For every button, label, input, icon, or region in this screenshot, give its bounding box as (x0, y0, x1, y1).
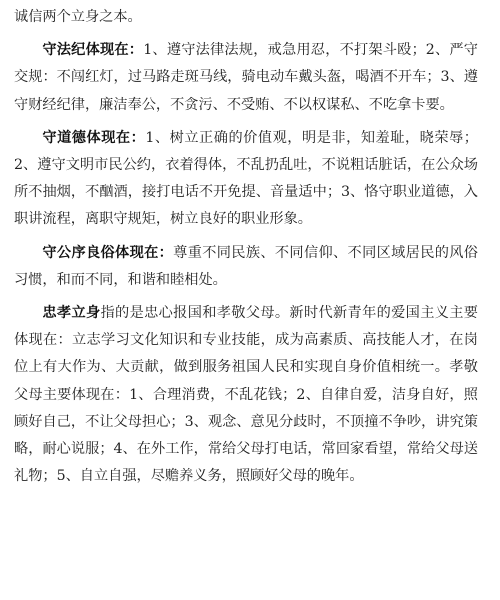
paragraph-text: 1、树立正确的价值观，明是非，知羞耻，晓荣辱；2、遵守文明市民公约，衣着得体，不乱扔乱吐，不说粗话脏话，在公众场所不抽烟，不酗酒，接打电话不开免提、音量适中；3、恪守职业道德，入职讲流程，离职守规矩，树立良好的职业形象。 (14, 129, 478, 228)
paragraph-heading: 守道德体现在： (42, 129, 146, 146)
paragraph-heading: 忠孝立身 (42, 305, 101, 322)
paragraph-law (14, 37, 478, 119)
paragraph-intro-tail (14, 4, 478, 31)
paragraph-text: 1、遵守法律法规，戒急用忍，不打架斗殴；2、严守交规：不闯红灯，过马路走斑马线，骑电动车戴头盔，喝酒不开车；3、遵守财经纪律，廉洁奉公，不贪污、不受贿、不以权谋私、不吃拿卡要。 (14, 42, 478, 113)
paragraph-text: 尊重不同民族、不同信仰、不同区域居民的风俗习惯，和而不同，和谐和睦相处。 (14, 244, 478, 288)
paragraph-morality (14, 125, 478, 234)
paragraph-heading: 守法纪体现在： (42, 42, 144, 59)
paragraph-heading: 守公序良俗体现在： (42, 244, 174, 261)
paragraph-loyalty-filial (14, 300, 478, 490)
paragraph-customs (14, 240, 478, 294)
paragraph-text: 指的是忠心报国和孝敬父母。新时代新青年的爱国主义主要体现在：立志学习文化知识和专业技能，成为高素质、高技能人才，在岗位上有大作为、大贡献，做到服务祖国人民和实现自身价值相统一。孝敬父母主要体现在：1、合理消费，不乱花钱；2、自律自爱，洁身自好，照顾好自己，不让父母担心；3、观念、意见分歧时，不顶撞不争吵，讲究策略，耐心说服；4、在外工作，常给父母打电话，常回家看望，常给父母送礼物；5、自立自强，尽赡养义务，照顾好父母的晚年。 (14, 305, 478, 485)
paragraph-text: 诚信两个立身之本。 (14, 9, 142, 25)
